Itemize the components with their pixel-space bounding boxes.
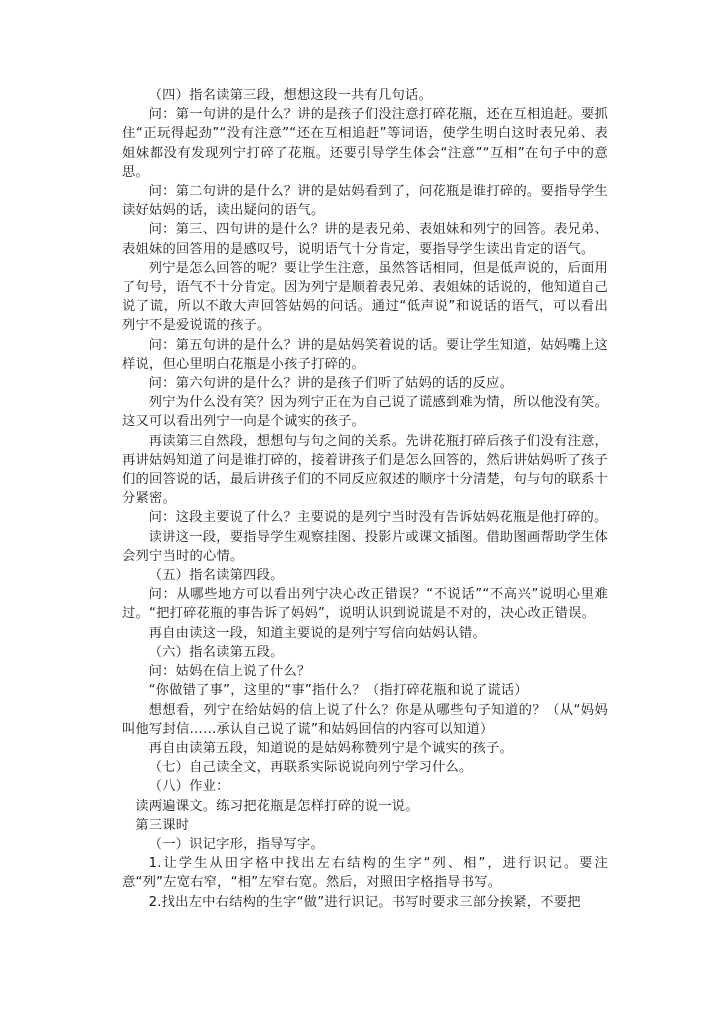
paragraph: 问：姑妈在信上说了什么？ [148, 664, 311, 680]
paragraph: 1.让学生从田字格中找出左右结构的生字“列、相”，进行识记。要注意“列”左宽右窄，“相”左窄右宽。然后，对照田字格指导书写。 [122, 856, 608, 891]
paragraph: （八）作业： [148, 779, 230, 795]
paragraph: （五）指名读第四段。 [148, 568, 284, 584]
paragraph: （七）自己读全文，再联系实际说说向列宁学习什么。 [148, 760, 473, 776]
paragraph: （一）识记字形，指导写字。 [148, 836, 325, 852]
paragraph: 2.找出左中右结构的生字“做”进行识记。书写时要求三部分挨紧，不要把 [148, 894, 581, 910]
paragraph: 再读第三自然段，想想句与句之间的关系。先讲花瓶打碎后孩子们没有注意，再讲姑妈知道了问是谁打碎的，接着讲孩子们是怎么回答的，然后讲姑妈听了孩子们的回答说的话，最后讲孩子们的不同反应叙述的顺序十分清楚，句与句的联系十分紧密。 [122, 433, 608, 507]
paragraph: 列宁为什么没有笑？因为列宁正在为自己说了谎感到难为情，所以他没有笑。这又可以看出列宁一向是个诚实的孩子。 [122, 395, 608, 430]
paragraph: 再自由读这一段，知道主要说的是列宁写信向姑妈认错。 [148, 625, 487, 641]
paragraph: 列宁是怎么回答的呢？要让学生注意，虽然答话相同，但是低声说的，后面用了句号，语气不十分肯定。因为列宁是顺着表兄弟、表姐妹的话说的，他知道自己说了谎，所以不敢大声回答姑妈的问话。通过“低声说”和说话的语气，可以看出列宁不是爱说谎的孩子。 [122, 260, 608, 334]
paragraph: 问：第二句讲的是什么？讲的是姑妈看到了，问花瓶是谁打碎的。要指导学生读好姑妈的话，读出疑问的语气。 [122, 184, 608, 219]
paragraph: 问：从哪些地方可以看出列宁决心改正错误？“不说话”“不高兴”说明心里难过。“把打碎花瓶的事告诉了妈妈”，说明认识到说谎是不对的，决心改正错误。 [122, 587, 608, 622]
paragraph: 读讲这一段，要指导学生观察挂图、投影片或课文插图。借助图画帮助学生体会列宁当时的心情。 [122, 529, 608, 564]
paragraph: 想想看，列宁在给姑妈的信上说了什么？你是从哪些句子知道的？（从“妈妈叫他写封信……承认自己说了谎”和姑妈回信的内容可以知道） [122, 702, 608, 737]
paragraph: 读两遍课文。练习把花瓶是怎样打碎的说一说。 [135, 798, 419, 814]
paragraph: （六）指名读第五段。 [148, 644, 284, 660]
paragraph: 第三课时 [135, 817, 190, 833]
paragraph: 问：第一句讲的是什么？讲的是孩子们没注意打碎花瓶，还在互相追赶。要抓住“正玩得起劲”“没有注意”“还在互相追赶”等词语，使学生明白这时表兄弟、表姐妹都没有发现列宁打碎了花瓶。还要引导学生体会“注意”“互相”在句子中的意思。 [122, 107, 608, 180]
paragraph: 问：第六句讲的是什么？讲的是孩子们听了姑妈的话的反应。 [148, 376, 514, 392]
paragraph: 再自由读第五段，知道说的是姑妈称赞列宁是个诚实的孩子。 [148, 740, 514, 756]
paragraph: 问：这段主要说了什么？主要说的是列宁当时没有告诉姑妈花瓶是他打碎的。 [148, 510, 608, 526]
paragraph: 问：第三、四句讲的是什么？讲的是表兄弟、表姐妹和列宁的回答。表兄弟、表姐妹的回答用的是感叹号，说明语气十分肯定，要指导学生读出肯定的语气。 [122, 222, 608, 257]
paragraph: 问：第五句讲的是什么？讲的是姑妈笑着说的话。要让学生知道，姑妈嘴上这样说，但心里明白花瓶是小孩子打碎的。 [122, 337, 608, 372]
paragraph: （四）指名读第三段，想想这段一共有几句话。 [148, 88, 433, 103]
paragraph: “你做错了事”，这里的“事”指什么？（指打碎花瓶和说了谎话） [148, 683, 528, 699]
document-body [122, 86, 608, 912]
